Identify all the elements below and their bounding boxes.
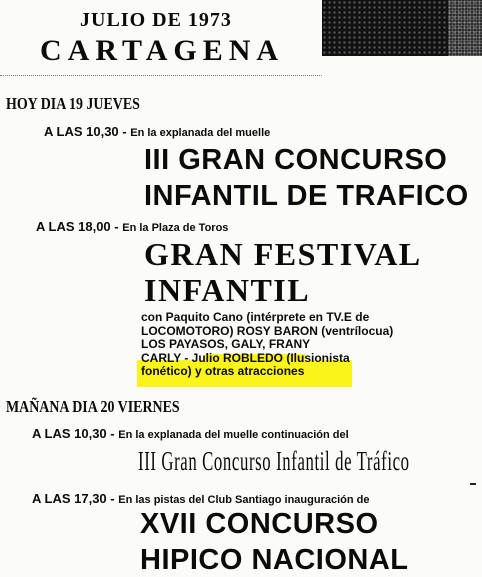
event3-title: III Gran Concurso Infantil de Tráfico xyxy=(138,446,410,476)
header-date: JULIO DE 1973 xyxy=(80,9,232,31)
event4-line xyxy=(32,491,369,506)
event2-title-line-2: INFANTIL xyxy=(144,272,311,308)
header-divider xyxy=(0,75,322,76)
print-mark xyxy=(470,483,476,485)
event2-place: En la Plaza de Toros xyxy=(122,222,229,234)
event1-title-line-1: III GRAN CONCURSO xyxy=(144,144,448,176)
details-line-2: LOCOMOTORO) ROSY BARON (ventrílocua) xyxy=(141,323,394,338)
event2-line xyxy=(36,219,228,234)
dash: - xyxy=(122,124,131,139)
day1-heading: HOY DIA 19 JUEVES xyxy=(6,94,140,113)
day2-heading: MAÑANA DIA 20 VIERNES xyxy=(6,397,180,416)
event4-title-line-1: XVII CONCURSO xyxy=(140,508,379,540)
event3-line xyxy=(32,426,349,441)
event1-line xyxy=(44,124,270,139)
event4-time: A LAS 17,30 xyxy=(32,491,107,506)
event1-place: En la explanada del muelle xyxy=(130,127,271,139)
event2-time: A LAS 18,00 xyxy=(36,219,111,234)
details-line-3: LOS PAYASOS, GALY, FRANY xyxy=(141,337,311,351)
dash: - xyxy=(114,219,123,234)
halftone-photo-block xyxy=(322,0,482,56)
dash: - xyxy=(110,491,119,506)
details-line-5: fonético) y otras atracciones xyxy=(141,364,305,378)
event1-title-line-2: INFANTIL DE TRAFICO xyxy=(144,180,469,212)
event3-time: A LAS 10,30 xyxy=(32,426,107,441)
event4-place: En las pistas del Club Santiago inauguración de xyxy=(118,494,370,506)
event1-time: A LAS 10,30 xyxy=(44,124,119,139)
details-line-4: CARLY - Julio ROBLEDO (Ilusionista xyxy=(141,350,350,365)
dash: - xyxy=(110,426,119,441)
event3-place: En la explanada del muelle continuación del xyxy=(118,429,349,441)
details-line-1: con Paquito Cano (intérprete en TV.E de xyxy=(141,310,370,324)
event2-title-line-1: GRAN FESTIVAL xyxy=(144,236,422,272)
header-city: CARTAGENA xyxy=(40,34,285,67)
event4-title-line-2: HIPICO NACIONAL xyxy=(140,544,409,576)
event2-details xyxy=(141,311,393,379)
